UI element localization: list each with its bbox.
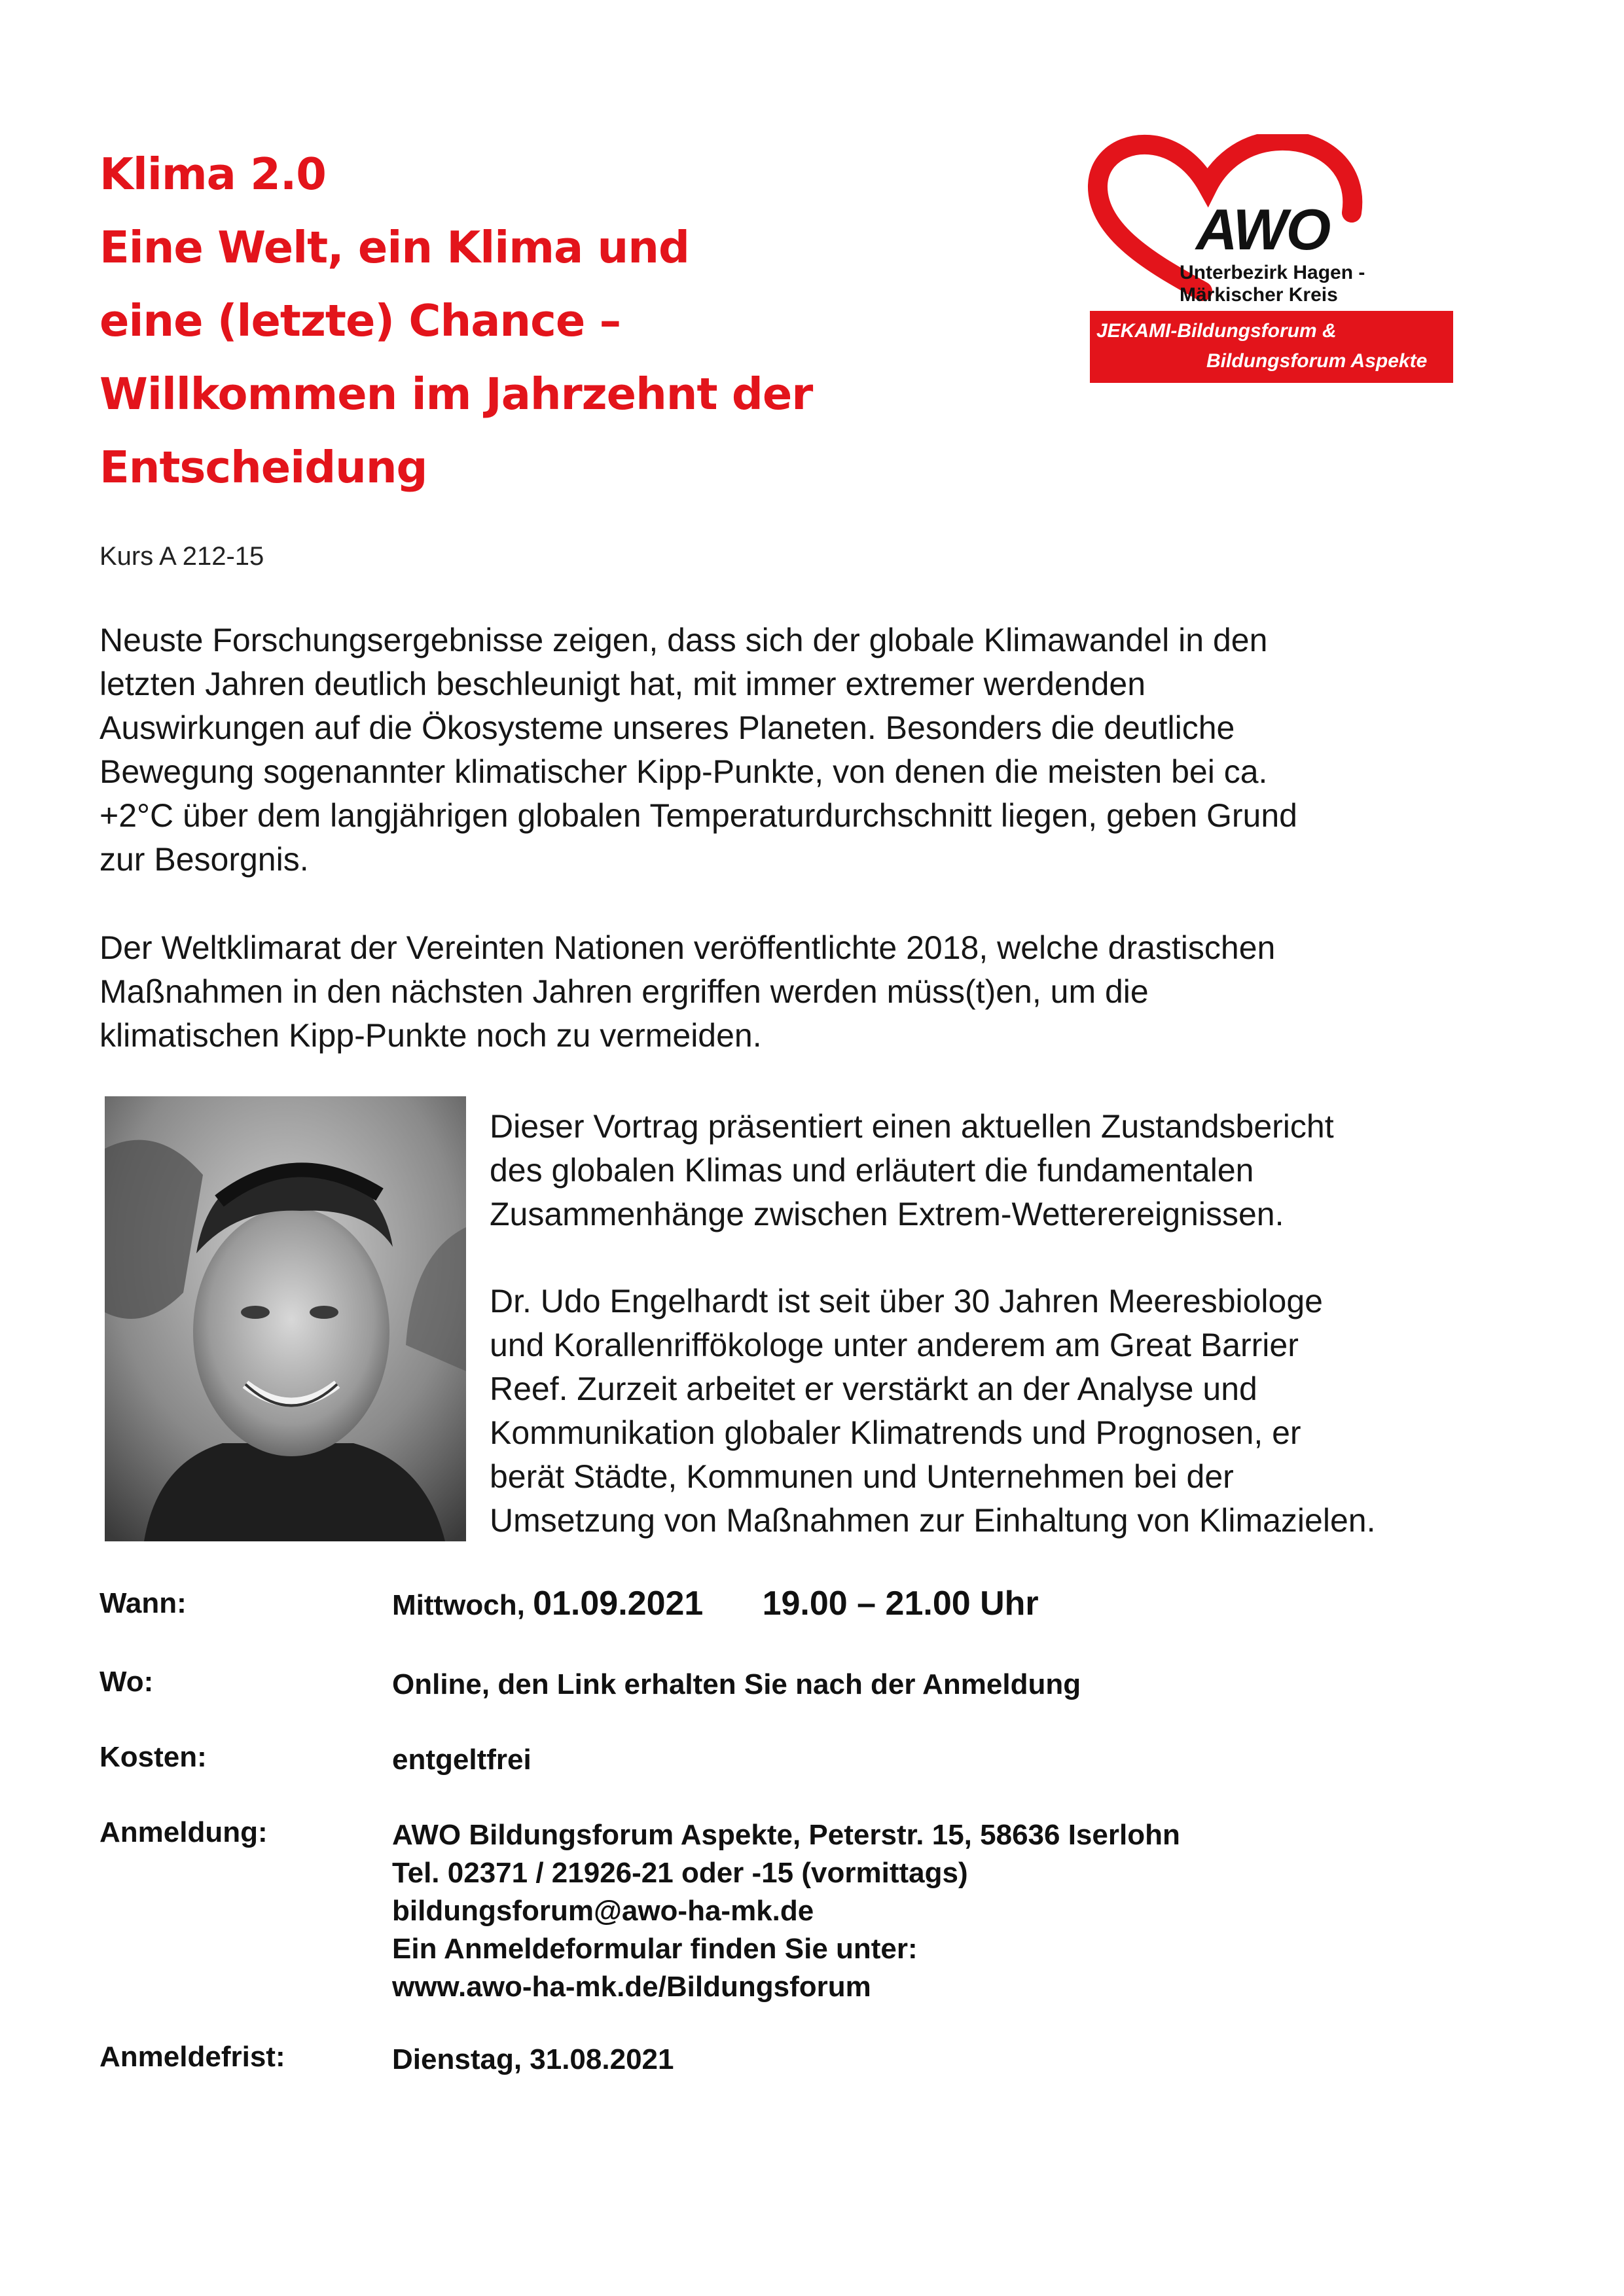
title-line-1: Klima 2.0 [99, 149, 326, 200]
title-line-5: Entscheidung [99, 442, 427, 493]
logo-bar-line-1: JEKAMI-Bildungsforum & [1096, 320, 1337, 342]
p1-line: zur Besorgnis. [99, 841, 309, 878]
when-label: Wann: [99, 1587, 187, 1619]
page-title [99, 137, 983, 504]
where-label: Wo: [99, 1666, 154, 1698]
p4-line: Dr. Udo Engelhardt ist seit über 30 Jahren Meeresbiologe [490, 1283, 1323, 1319]
when-day: Mittwoch, [392, 1589, 525, 1621]
speaker-photo-graphic [105, 1096, 466, 1541]
deadline-value: Dienstag, 31.08.2021 [392, 2043, 674, 2075]
title-line-4: Willkommen im Jahrzehnt der [99, 368, 813, 420]
logo-subtitle-line-1: Unterbezirk Hagen - [1180, 262, 1365, 283]
intro-paragraph [99, 619, 1540, 882]
title-line-3: eine (letzte) Chance – [99, 295, 621, 346]
p2-line: klimatischen Kipp-Punkte noch zu vermeiden. [99, 1017, 762, 1054]
speaker-bio [490, 1280, 1570, 1543]
p1-line: +2°C über dem langjährigen globalen Temperaturdurchschnitt liegen, geben Grund [99, 797, 1297, 834]
p3-line: Zusammenhänge zwischen Extrem-Wetterereignissen. [490, 1196, 1284, 1232]
p2-line: Der Weltklimarat der Vereinten Nationen veröffentlichte 2018, welche drastischen [99, 929, 1276, 966]
logo-subtitle [1180, 262, 1365, 306]
cost-label: Kosten: [99, 1741, 207, 1773]
p2-line: Maßnahmen in den nächsten Jahren ergriffen werden müss(t)en, um die [99, 973, 1149, 1010]
registration-address: AWO Bildungsforum Aspekte, Peterstr. 15, 58636 Iserlohn [392, 1819, 1180, 1851]
p1-line: Bewegung sogenannter klimatischer Kipp-Punkte, von denen die meisten bei ca. [99, 753, 1268, 790]
p3-line: Dieser Vortrag präsentiert einen aktuellen Zustandsbericht [490, 1108, 1334, 1145]
where-value: Online, den Link erhalten Sie nach der Anmeldung [392, 1668, 1081, 1700]
registration-phone: Tel. 02371 / 21926-21 oder -15 (vormittags) [392, 1857, 968, 1889]
awo-logo [1083, 134, 1458, 383]
registration-url-link[interactable]: www.awo-ha-mk.de/Bildungsforum [392, 1971, 871, 2003]
p1-line: Neuste Forschungsergebnisse zeigen, dass sich der globale Klimawandel in den [99, 622, 1268, 658]
registration-form-hint: Ein Anmeldeformular finden Sie unter: [392, 1933, 918, 1965]
awo-wordmark: AWO [1196, 197, 1330, 262]
talk-description [490, 1105, 1570, 1236]
logo-bar-line-2: Bildungsforum Aspekte [1206, 350, 1428, 372]
p4-line: und Korallenriffökologe unter anderem am Great Barrier [490, 1327, 1299, 1363]
registration-value [392, 1816, 1180, 2006]
course-number: Kurs A 212-15 [99, 542, 264, 571]
when-time: 19.00 – 21.00 Uhr [762, 1585, 1039, 1623]
p4-line: berät Städte, Kommunen und Unternehmen bei der [490, 1458, 1234, 1495]
logo-red-bar [1090, 311, 1453, 383]
ipcc-paragraph [99, 926, 1540, 1058]
when-date: 01.09.2021 [533, 1585, 704, 1623]
logo-subtitle-line-2: Märkischer Kreis [1180, 284, 1338, 306]
p4-line: Umsetzung von Maßnahmen zur Einhaltung von Klimazielen. [490, 1502, 1376, 1539]
deadline-label: Anmeldefrist: [99, 2041, 285, 2073]
title-line-2: Eine Welt, ein Klima und [99, 222, 689, 273]
p4-line: Reef. Zurzeit arbeitet er verstärkt an der Analyse und [490, 1371, 1257, 1407]
cost-value: entgeltfrei [392, 1744, 532, 1776]
registration-email-link[interactable]: bildungsforum@awo-ha-mk.de [392, 1895, 814, 1927]
p4-line: Kommunikation globaler Klimatrends und Prognosen, er [490, 1414, 1301, 1451]
registration-label: Anmeldung: [99, 1816, 268, 1848]
p1-line: Auswirkungen auf die Ökosysteme unseres Planeten. Besonders die deutliche [99, 709, 1235, 746]
when-value [392, 1585, 1039, 1624]
p3-line: des globalen Klimas und erläutert die fundamentalen [490, 1152, 1254, 1189]
speaker-photo [105, 1096, 466, 1541]
p1-line: letzten Jahren deutlich beschleunigt hat, mit immer extremer werdenden [99, 666, 1146, 702]
